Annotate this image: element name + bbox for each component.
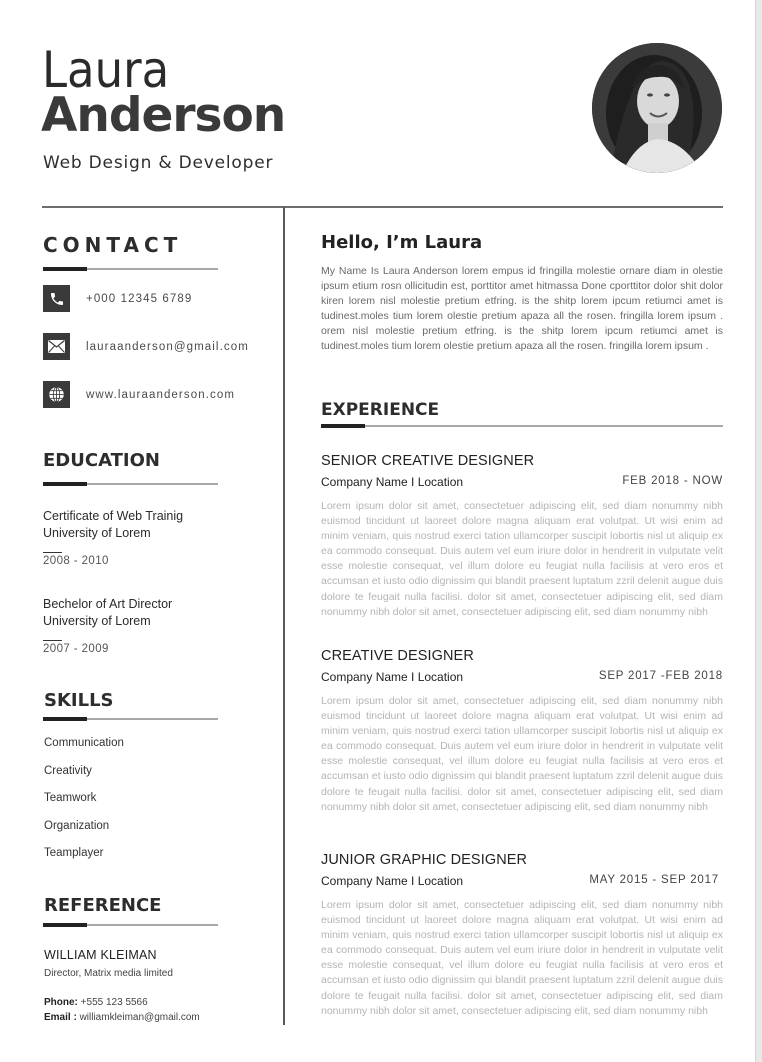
reference-name: WILLIAM KLEIMAN <box>44 948 157 962</box>
page-edge <box>755 0 762 1062</box>
contact-phone <box>43 285 192 312</box>
job-role: SENIOR CREATIVE DESIGNER <box>321 453 535 469</box>
education-heading: EDUCATION <box>43 450 160 471</box>
reference-phone-label: Phone: <box>44 997 78 1008</box>
education-school: University of Lorem <box>43 526 151 540</box>
job-entry <box>321 453 723 620</box>
phone-icon <box>43 285 70 312</box>
reference-role: Director, Matrix media limited <box>44 968 173 979</box>
education-entry <box>43 596 172 655</box>
experience-heading: EXPERIENCE <box>321 400 440 420</box>
experience-underline <box>321 425 723 427</box>
phone-number: +000 12345 6789 <box>86 292 193 305</box>
envelope-icon <box>43 333 70 360</box>
skill-item: Teamwork <box>44 792 97 804</box>
skills-heading: SKILLS <box>44 690 114 711</box>
job-company: Company Name I Location <box>321 475 464 489</box>
column-divider <box>283 207 285 1025</box>
education-years: 2007 - 2009 <box>43 643 109 655</box>
education-degree: Certificate of Web Trainig <box>43 509 184 523</box>
website-url: www.lauraanderson.com <box>86 388 236 401</box>
skill-item: Communication <box>44 737 124 749</box>
education-dash <box>43 552 62 553</box>
skill-item: Creativity <box>44 765 92 777</box>
reference-email <box>44 1012 200 1023</box>
job-title: Web Design & Developer <box>43 153 274 173</box>
skills-underline <box>43 718 218 720</box>
globe-icon <box>43 381 70 408</box>
job-description: Lorem ipsum dolor sit amet, consectetuer adipiscing elit, sed diam nonummy nibh euismod tincidunt ut laoreet dolore magna aliquam erat volutpat. Ut wisi enim ad minim veniam, quis nostrud exerci tation ullamcorper suscipit lobortis nisl ut aliquip ex ea commodo consequat. Duis autem vel eum iriure dolor in hendrerit in vulputate velit esse molestie consequat, vel illum dolore eu feugiat nulla facilisis at vero eros et accumsan et iusto odio dignissim qui blandit praesent luptatum zzril delenit augue duis dolore te feugait nulla facilisi. dolor sit amet, consectetuer adipiscing elit, sed diam nonummy nibh dolor sit amet, consectetuer adipiscing elit, sed diam nonummy nibh <box>321 899 723 1017</box>
education-degree: Bechelor of Art Director <box>43 597 173 611</box>
skill-item: Teamplayer <box>44 847 104 859</box>
contact-heading: CONTACT <box>43 233 183 257</box>
portrait-photo <box>592 43 722 173</box>
education-underline <box>43 483 218 485</box>
job-description: Lorem ipsum dolor sit amet, consectetuer adipiscing elit, sed diam nonummy nibh euismod tincidunt ut laoreet dolore magna aliquam erat volutpat. Ut wisi enim ad minim veniam, quis nostrud exerci tation ullamcorper suscipit lobortis nisl ut aliquip ex ea commodo consequat. Duis autem vel eum iriure dolor in hendrerit in vulputate velit esse molestie consequat, vel illum dolore eu feugiat nulla facilisis at vero eros et accumsan et iusto odio dignissim qui blandit praesent luptatum zzril delenit augue duis dolore te feugait nulla facilisi. dolor sit amet, consectetuer adipiscing elit, sed diam nonummy nibh dolor sit amet, consectetuer adipiscing elit, sed diam nonummy nibh <box>321 500 723 618</box>
email-address: lauraanderson@gmail.com <box>86 340 249 353</box>
education-school: University of Lorem <box>43 614 151 628</box>
job-entry <box>321 852 723 1019</box>
job-description: Lorem ipsum dolor sit amet, consectetuer adipiscing elit, sed diam nonummy nibh euismod tincidunt ut laoreet dolore magna aliquam erat volutpat. Ut wisi enim ad minim veniam, quis nostrud exerci tation ullamcorper suscipit lobortis nisl ut aliquip ex ea commodo consequat. Duis autem vel eum iriure dolor in hendrerit in vulputate velit esse molestie consequat, vel illum dolore eu feugiat nulla facilisis at vero eros et accumsan et iusto odio dignissim qui blandit praesent luptatum zzril delenit augue duis dolore te feugait nulla facilisi. dolor sit amet, consectetuer adipiscing elit, sed diam nonummy nibh dolor sit amet, consectetuer adipiscing elit, sed diam nonummy nibh <box>321 695 723 813</box>
job-role: JUNIOR GRAPHIC DESIGNER <box>321 852 528 868</box>
job-company: Company Name I Location <box>321 874 464 888</box>
reference-email-value: williamkleiman@gmail.com <box>79 1012 200 1023</box>
first-name: Laura <box>42 41 170 99</box>
education-entry <box>43 508 183 567</box>
job-entry <box>321 648 723 815</box>
skill-item: Organization <box>44 820 110 832</box>
header-divider <box>42 206 723 208</box>
job-company: Company Name I Location <box>321 670 464 684</box>
education-dash <box>43 640 62 641</box>
job-dates: MAY 2015 - SEP 2017 <box>589 874 719 886</box>
reference-phone-value: +555 123 5566 <box>80 997 148 1008</box>
avatar <box>592 43 722 173</box>
job-dates: SEP 2017 -FEB 2018 <box>598 670 723 682</box>
greeting-heading: Hello, I’m Laura <box>321 232 483 253</box>
last-name: Anderson <box>41 88 286 143</box>
contact-website <box>43 381 235 408</box>
contact-underline <box>43 268 218 270</box>
reference-phone <box>44 997 148 1008</box>
education-years: 2008 - 2010 <box>43 555 109 567</box>
reference-underline <box>43 924 218 926</box>
job-dates: FEB 2018 - NOW <box>622 475 723 487</box>
reference-heading: REFERENCE <box>44 895 162 916</box>
job-role: CREATIVE DESIGNER <box>321 648 474 664</box>
contact-email <box>43 333 249 360</box>
intro-paragraph: My Name Is Laura Anderson lorem empus id fringilla molestie ornare diam in olestie ipsum etium rosn ollicitudin est, porttitor amet hitmassa Done cporttitor dolor shit dolor kiren lorem nisl molestie pretium etfring. is the shitp lorem ipcum retiumci amet is tudinest.moles tium lorem olestie pretium apaza all the rosen. fringilla lorem ipsum . orem nisl molestie pretium etfring. is the shitp lorem ipcum retiumci amet is tudinest.moles tium lorem olestie pretium apaza all the rosen. fringilla lorem ipsum . <box>321 265 723 352</box>
reference-email-label: Email : <box>44 1012 77 1023</box>
